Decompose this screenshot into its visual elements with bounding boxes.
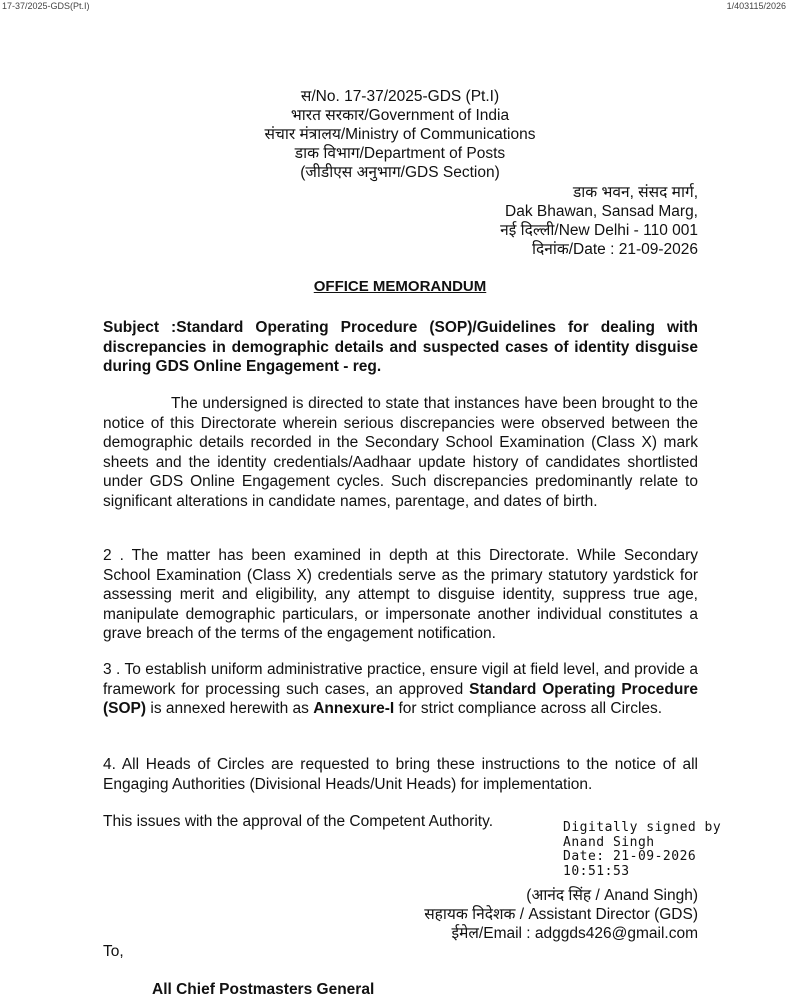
annexure-emphasis: Annexure-I	[313, 700, 395, 717]
paragraph-3	[103, 660, 698, 719]
signatory-designation: सहायक निदेशक / Assistant Director (GDS)	[424, 906, 698, 923]
paragraph-4: 4. All Heads of Circles are requested to bring these instructions to the notice of all Engaging Authorities (Divisional Heads/Unit Heads) for implementation.	[103, 756, 698, 793]
sop-emphasis: Standard Operating Procedure (SOP)	[103, 680, 698, 717]
paragraph-3-intro: 3 . To establish uniform administrative practice, ensure vigil at field level, and provide a framework for processing such cases, an approved	[103, 661, 698, 698]
signature-line-3: Date: 21-09-2026	[563, 849, 697, 864]
subject-text: Standard Operating Procedure (SOP)/Guidelines for dealing with discrepancies in demographic details and suspected cases of identity disguise during GDS Online Engagement - reg.	[103, 319, 698, 375]
signature-line-4: 10:51:53	[563, 863, 630, 879]
government-line: भारत सरकार/Government of India	[290, 107, 510, 124]
subject-block	[103, 318, 698, 377]
digital-signature-stamp	[563, 821, 721, 879]
file-number: स/No. 17-37/2025-GDS (Pt.I)	[300, 88, 500, 105]
document-number-top: 1/403115/2026	[726, 1, 786, 11]
recipients-to: To,	[103, 943, 124, 960]
memo-date: दिनांक/Date : 21-09-2026	[531, 241, 698, 258]
paragraph-2: 2 . The matter has been examined in depth at this Directorate. While Secondary School Examination (Class X) credentials serve as the primary statutory yardstick for assessing merit and eligibility, any attempt to disguise identity, suppress true age, manipulate demographic particulars, or impersonate another individual constitutes a grave breach of the terms of the engagement notification.	[103, 547, 698, 642]
recipient-first: All Chief Postmasters General	[152, 981, 375, 998]
file-reference-top: 17-37/2025-GDS(Pt.I)	[2, 1, 90, 11]
signature-line-2: Anand Singh	[563, 834, 655, 850]
subject-label: Subject :	[103, 319, 177, 336]
section-line: (जीडीएस अनुभाग/GDS Section)	[300, 164, 500, 181]
paragraph-3-middle: is annexed herewith as	[146, 700, 314, 717]
ministry-line: संचार मंत्रालय/Ministry of Communications	[264, 126, 536, 143]
signatory-email: ईमेल/Email : adggds426@gmail.com	[451, 925, 698, 942]
paragraph-1: The undersigned is directed to state that instances have been brought to the notice of this Directorate wherein serious discrepancies were observed between the demographic details recorded in the Secondary School Examination (Class X) mark sheets and the identity credentials/Aadhaar update history of candidates shortlisted under GDS Online Engagement cycles. Such discrepancies predominantly relate to significant alterations in candidate names, parentage, and dates of birth.	[103, 395, 698, 510]
address-line-1: डाक भवन, संसद मार्ग,	[572, 184, 698, 201]
page-title: OFFICE MEMORANDUM	[313, 278, 487, 295]
address-line-2: Dak Bhawan, Sansad Marg,	[505, 203, 698, 220]
signature-line-1: Digitally signed by	[563, 820, 722, 835]
approval-line: This issues with the approval of the Competent Authority.	[103, 813, 493, 830]
department-line: डाक विभाग/Department of Posts	[294, 145, 506, 162]
paragraph-3-end: for strict compliance across all Circles.	[394, 700, 663, 717]
signatory-name: (आनंद सिंह / Anand Singh)	[526, 887, 698, 904]
address-line-3: नई दिल्ली/New Delhi - 110 001	[500, 222, 698, 239]
